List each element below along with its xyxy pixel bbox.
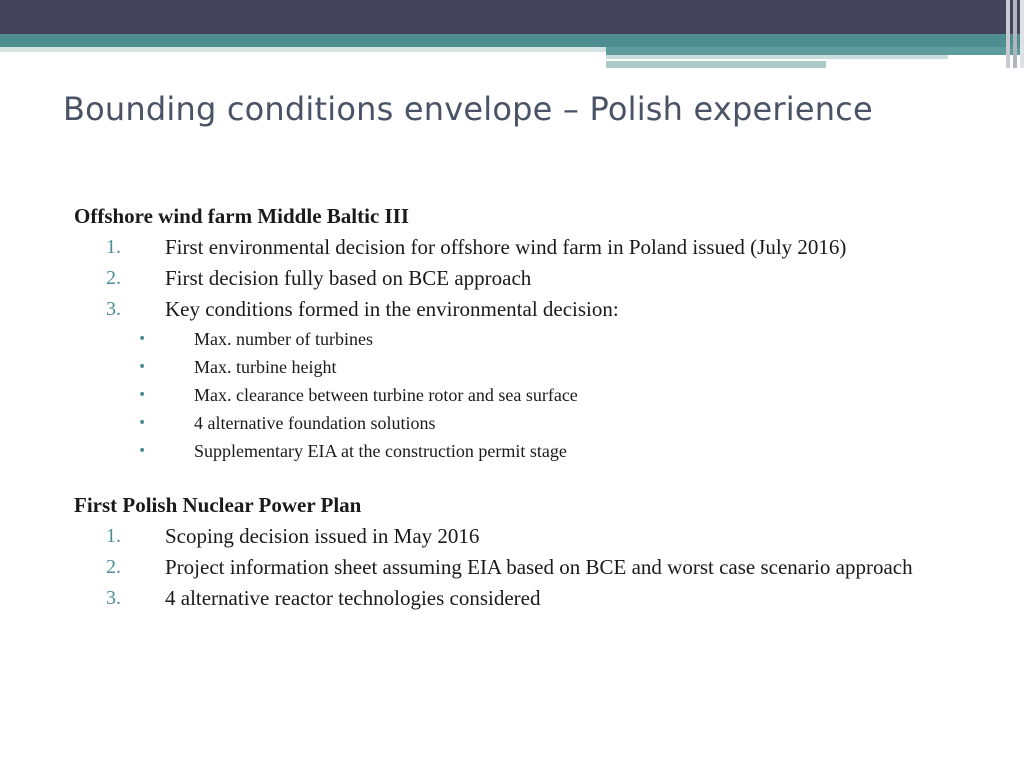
list-number: 1. [106,236,121,258]
header-band-light-right-2 [606,61,826,68]
bullet-list [74,325,974,465]
header-band-teal [0,34,1024,47]
bullet-item-text: Max. turbine height [194,357,337,377]
list-item-text: Project information sheet assuming EIA based on BCE and worst case scenario approach [165,555,913,579]
list-item-text: Scoping decision issued in May 2016 [165,524,480,548]
slide-content [74,202,974,638]
list-item-text: Key conditions formed in the environmental decision: [165,297,619,321]
header-band-light [0,47,606,52]
header-band-dark [0,0,1024,34]
bullet-dot-icon: • [138,443,147,459]
list-number: 2. [106,556,121,578]
bullet-dot-icon: • [138,331,147,347]
numbered-list [74,234,974,465]
list-number: 1. [106,525,121,547]
bullet-item [74,409,974,437]
bullet-item-text: Max. clearance between turbine rotor and sea surface [194,385,578,405]
list-item-text: First decision fully based on BCE approach [165,266,532,290]
slide-title: Bounding conditions envelope – Polish experience [63,90,873,128]
list-item [74,234,974,261]
bullet-item [74,325,974,353]
list-item [74,554,974,581]
bullet-item-text: 4 alternative foundation solutions [194,413,436,433]
bullet-dot-icon: • [138,415,147,431]
bullet-dot-icon: • [138,387,147,403]
list-item [74,523,974,550]
bullet-dot-icon: • [138,359,147,375]
section-heading: First Polish Nuclear Power Plan [74,493,362,517]
list-item [74,296,974,465]
section-offshore-wind [74,202,974,465]
section-nuclear-power [74,491,974,612]
list-item-text: 4 alternative reactor technologies considered [165,586,541,610]
list-number: 2. [106,267,121,289]
list-item [74,585,974,612]
bullet-item [74,381,974,409]
header-band-teal-right [606,47,1024,55]
list-item [74,265,974,292]
header-band-light-right-1 [606,55,948,59]
header-stripes [994,0,1024,68]
numbered-list [74,523,974,612]
bullet-item-text: Supplementary EIA at the construction permit stage [194,441,567,461]
list-number: 3. [106,298,121,320]
list-item-text: First environmental decision for offshore wind farm in Poland issued (July 2016) [165,235,847,259]
bullet-item [74,437,974,465]
section-heading: Offshore wind farm Middle Baltic III [74,204,410,228]
bullet-item [74,353,974,381]
bullet-item-text: Max. number of turbines [194,329,373,349]
list-number: 3. [106,587,121,609]
